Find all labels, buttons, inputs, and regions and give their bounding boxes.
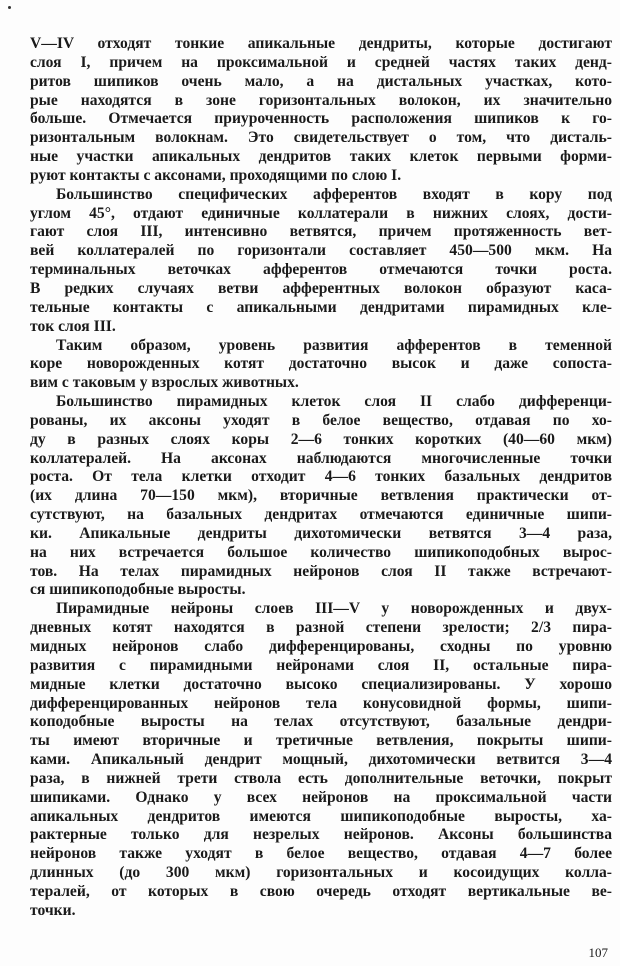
text-line: ся шипикоподобные выросты. [30,581,246,599]
text-line: Пирамидные нейроны слоев III—V у новорожденных и двух- [56,600,612,618]
text-line: сутствуют, на базальных дендритах отмечаются единичные шипи- [30,506,612,524]
text-line: точки. [30,901,76,919]
text-line: ток слоя III. [30,317,116,335]
text-line: (их длина 70—150 мкм), вторичные ветвления практически от- [30,487,612,505]
text-line: дифференцированных нейронов тела конусовидной формы, шипи- [30,694,612,712]
text-line: рактерные только для незрелых нейронов. Аксоны большинства [30,826,612,844]
text-line: гают слоя III, интенсивно ветвятся, причем протяженность вет- [30,223,612,241]
text-column [30,35,612,921]
text-line: больше. Отмечается приуроченность расположения шипиков к го- [30,110,612,128]
text-line: Большинство специфических афферентов входят в кору под [56,185,612,203]
text-line: мидные клетки достаточно высоко специализированы. У хорошо [30,675,612,693]
text-line: рые находятся в зоне горизонтальных волокон, их значительно [30,91,612,109]
paragraph [30,35,612,186]
text-line: ные участки апикальных дендритов таких клеток первыми форми- [30,148,612,166]
text-line: слоя I, причем на проксимальной и средней частях таких денд- [30,53,612,71]
paragraph [30,186,612,337]
text-line: ты имеют вторичные и третичные ветвления, покрыты шипи- [30,732,612,750]
text-line: Таким образом, уровень развития афферентов в теменной [56,336,612,354]
text-line: шипиками. Однако у всех нейронов на проксимальной части [30,788,612,806]
text-line: тельные контакты с апикальными дендритами пирамидных кле- [30,298,612,316]
text-line: Большинство пирамидных клеток слоя II слабо дифференци- [56,393,612,411]
text-line: вим с таковым у взрослых животных. [30,374,299,392]
text-line: роста. От тела клетки отходит 4—6 тонких базальных дендритов [30,468,612,486]
text-line: длинных (до 300 мкм) горизонтальных и косоидущих колла- [30,864,612,882]
text-line: тералей, от которых в свою очередь отходят вертикальные ве- [30,882,612,900]
page-number: 107 [588,945,608,960]
text-line: ками. Апикальный дендрит мощный, дихотомически ветвится 3—4 [30,751,612,769]
text-line: ритов шипиков очень мало, а на дистальных участках, кото- [30,72,612,90]
text-line: терминальных веточках афферентов отмечаются точки роста. [30,261,612,279]
text-line: ки. Апикальные дендриты дихотомически ветвятся 3—4 раза, [30,524,612,542]
paragraph [30,393,612,600]
text-line: вей коллатералей по горизонтали составляет 450—500 мкм. На [30,242,612,260]
paragraph [30,337,612,394]
text-line: В редких случаях ветви афферентных волокон образуют каса- [30,279,612,297]
text-line: апикальных дендритов имеются шипикоподобные выросты, ха- [30,807,612,825]
text-line: ду в разных слоях коры 2—6 тонких коротких (40—60 мкм) [30,430,612,448]
paragraph [30,600,612,920]
scan-speck [8,6,11,9]
text-line: углом 45°, отдают единичные коллатерали в нижних слоях, дости- [30,204,612,222]
text-line: нейронов также уходят в белое вещество, отдавая 4—7 более [30,845,612,863]
text-line: мидных нейронов слабо дифференцированы, сходны по уровню [30,638,612,655]
text-line: развития с пирамидными нейронами слоя II, остальные пира- [30,656,612,674]
text-line: рованы, их аксоны уходят в белое вещество, отдавая по хо- [30,411,612,429]
text-line: на них встречается большое количество шипикоподобных вырос- [30,543,612,561]
text-line: дневных котят находятся в разной степени зрелости; 2/3 пира- [30,619,612,637]
text-line: раза, в нижней трети ствола есть дополнительные веточки, покрыт [30,769,612,787]
text-line: коре новорожденных котят достаточно высок и даже сопоста- [30,355,612,373]
text-line: ризонтальным волокнам. Это свидетельствует о том, что дисталь- [30,129,612,147]
text-line: V—IV отходят тонкие апикальные дендриты, которые достигают [30,35,612,52]
text-line: коллатералей. На аксонах наблюдаются многочисленные точки [30,449,612,467]
text-line: коподобные выросты на телах отсутствуют, базальные дендри- [30,713,612,731]
text-line: тов. На телах пирамидных нейронов слоя II также встречают- [30,562,612,580]
text-line: руют контакты с аксонами, проходящими по слою I. [30,166,402,184]
